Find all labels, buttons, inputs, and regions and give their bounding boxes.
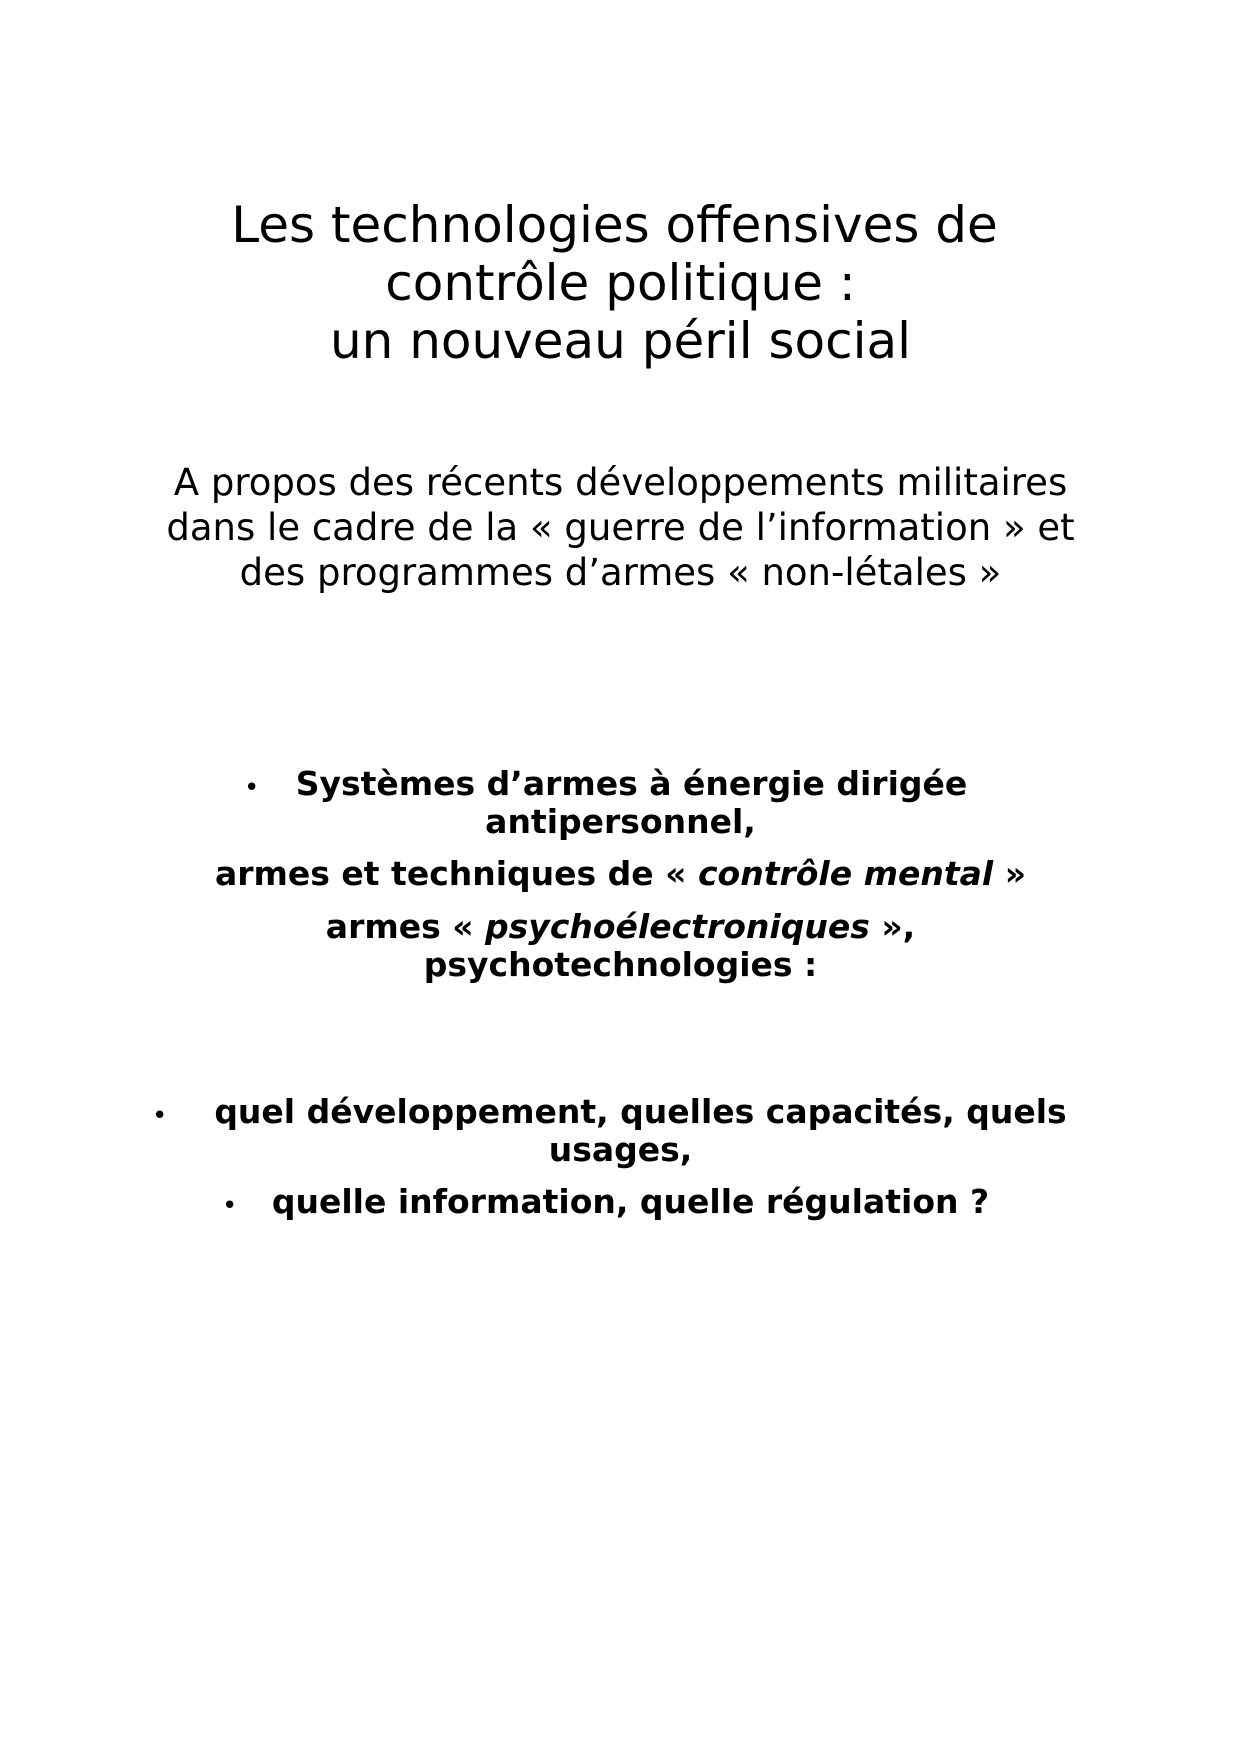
topic-bullet-icon: • xyxy=(244,773,260,803)
topic-item-1 xyxy=(0,765,1241,841)
question-item-1-line-1: quel développement, quelles capacités, quels xyxy=(214,1092,1067,1131)
document-subtitle xyxy=(0,460,1241,595)
title-line-3: un nouveau péril social xyxy=(329,312,912,370)
topic-item-3-line-2: psychotechnologies : xyxy=(423,945,818,984)
topic-item-3 xyxy=(0,908,1241,984)
topic-item-1-line-1: Systèmes d’armes à énergie dirigée xyxy=(295,764,968,803)
title-line-1: Les technologies offensives de xyxy=(231,196,998,254)
subtitle-line-2: dans le cadre de la « guerre de l’information » et xyxy=(166,506,1075,549)
topic-item-2-suffix: » xyxy=(993,854,1027,893)
topic-item-2-prefix: armes et techniques de « xyxy=(214,854,698,893)
subtitle-line-3: des programmes d’armes « non-létales » xyxy=(239,551,1002,594)
title-line-2: contrôle politique : xyxy=(385,254,856,312)
topic-item-3-emphasis: psychoélectroniques xyxy=(485,907,870,946)
topic-item-2-emphasis: contrôle mental xyxy=(697,854,994,893)
topic-item-3-suffix: », xyxy=(869,907,916,946)
question-bullet-icon: • xyxy=(152,1101,168,1131)
question-bullet-icon: • xyxy=(222,1191,238,1221)
topic-item-1-line-2: antipersonnel, xyxy=(485,802,756,841)
question-item-2 xyxy=(0,1183,1241,1221)
question-item-2-text: quelle information, quelle régulation ? xyxy=(271,1182,990,1221)
question-item-1 xyxy=(0,1093,1241,1169)
topic-item-3-prefix: armes « xyxy=(325,907,486,946)
topic-item-2 xyxy=(0,855,1241,893)
document-title xyxy=(0,196,1241,370)
subtitle-line-1: A propos des récents développements militaires xyxy=(173,461,1068,504)
question-item-1-line-2: usages, xyxy=(548,1130,693,1169)
